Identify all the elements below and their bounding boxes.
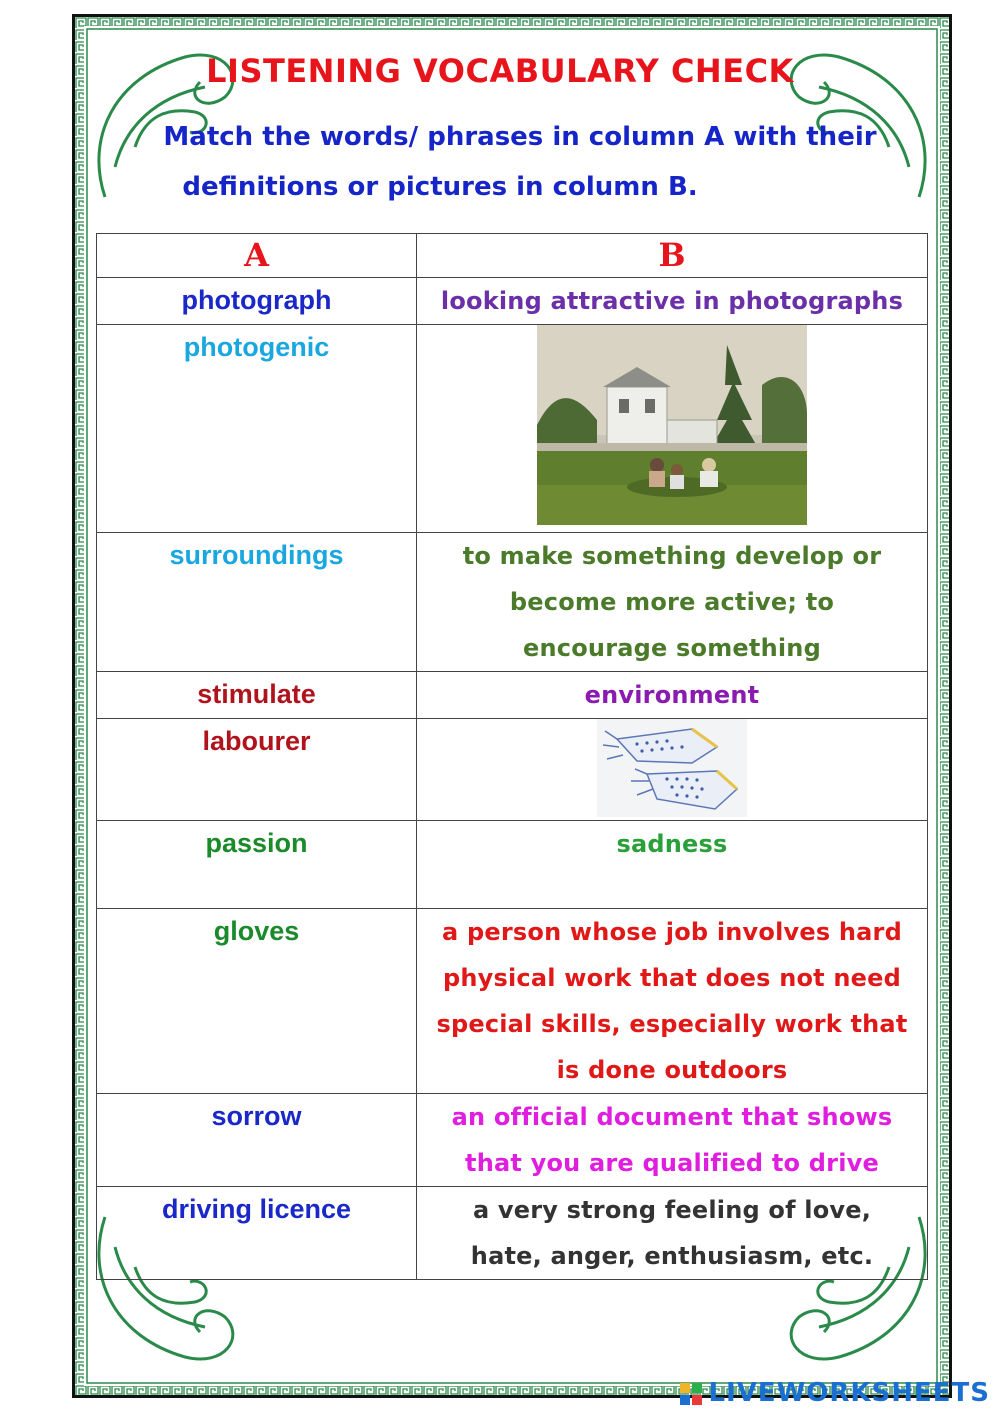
word-cell[interactable]: photogenic [97, 325, 417, 533]
column-b-header: B [417, 234, 928, 278]
house-photo-image [537, 325, 807, 525]
liveworksheets-logo [680, 1378, 990, 1408]
brand-text: LIVEWORKSHEETS [708, 1378, 990, 1408]
picture-cell[interactable] [417, 325, 928, 533]
table-row [97, 278, 928, 325]
worksheet-title: LISTENING VOCABULARY CHECK [206, 52, 794, 90]
picture-cell[interactable] [417, 719, 928, 821]
definition-cell[interactable]: a person whose job involves hard physical work that does not need special skills, especially work that is done outdoors [417, 909, 928, 1094]
definition-cell[interactable]: sadness [417, 821, 928, 909]
definition-cell[interactable]: to make something develop or become more active; to encourage something [417, 533, 928, 672]
table-row [97, 909, 928, 1094]
table-row [97, 821, 928, 909]
liveworksheets-badge-icon [680, 1383, 702, 1405]
vocabulary-table [96, 233, 928, 1280]
table-row [97, 533, 928, 672]
word-cell[interactable]: driving licence [97, 1187, 417, 1280]
instruction-line-2: definitions or pictures in column B. [182, 172, 698, 202]
word-cell[interactable]: gloves [97, 909, 417, 1094]
column-a-header: A [97, 234, 417, 278]
word-cell[interactable]: sorrow [97, 1094, 417, 1187]
table-header-row [97, 234, 928, 278]
table-row [97, 1094, 928, 1187]
table-row [97, 1187, 928, 1280]
word-cell[interactable]: stimulate [97, 672, 417, 719]
definition-cell[interactable]: an official document that shows that you are qualified to drive [417, 1094, 928, 1187]
table-row [97, 672, 928, 719]
table-row [97, 325, 928, 533]
definition-cell[interactable]: environment [417, 672, 928, 719]
definition-cell[interactable]: a very strong feeling of love, hate, anger, enthusiasm, etc. [417, 1187, 928, 1280]
instruction-line-1: Match the words/ phrases in column A with their [163, 122, 877, 152]
word-cell[interactable]: photograph [97, 278, 417, 325]
word-cell[interactable]: surroundings [97, 533, 417, 672]
table-row [97, 719, 928, 821]
definition-cell[interactable]: looking attractive in photographs [417, 278, 928, 325]
gloves-photo-image [597, 719, 747, 817]
word-cell[interactable]: passion [97, 821, 417, 909]
word-cell[interactable]: labourer [97, 719, 417, 821]
